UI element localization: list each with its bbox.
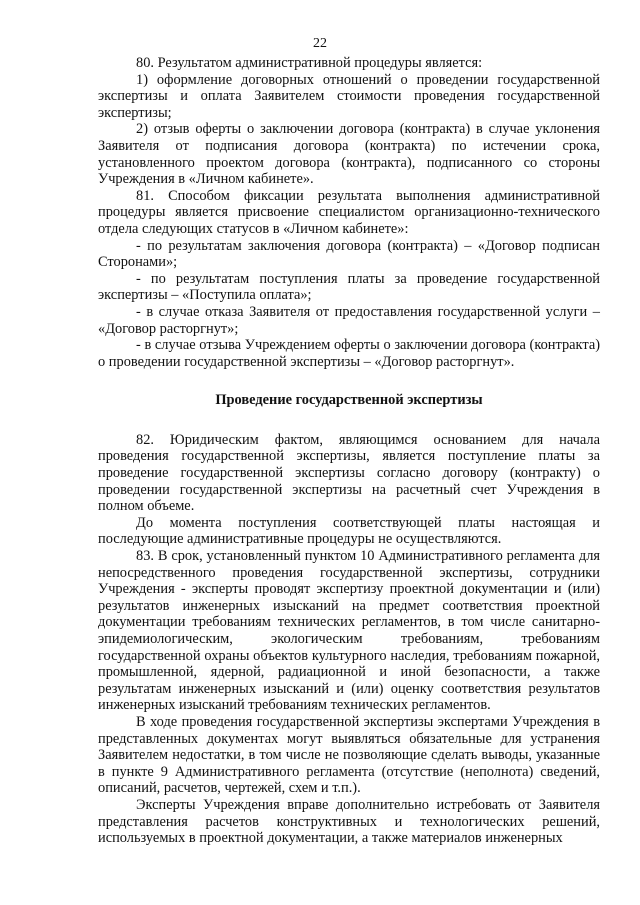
page-content — [98, 55, 600, 847]
paragraph-82-continued: До момента поступления соответствующей платы настоящая и последующие административные процедуры не осуществляются. — [98, 514, 600, 548]
paragraph-81-status-1: - по результатам заключения договора (контракта) – «Договор подписан Сторонами»; — [98, 237, 600, 271]
paragraph-81-status-4: - в случае отзыва Учреждением оферты о заключении договора (контракта) о проведении государственной экспертизы – «Договор расторгнут». — [98, 337, 600, 370]
section-heading: Проведение государственной экспертизы — [215, 392, 483, 409]
paragraph-81-status-3: - в случае отказа Заявителя от предоставления государственной услуги – «Договор расторгнут»; — [98, 303, 600, 337]
paragraph-81: 81. Способом фиксации результата выполнения административной процедуры является присвоение специалистом организационно-технического отдела следующих статусов в «Личном кабинете»: — [98, 187, 600, 237]
paragraph-82: 82. Юридическим фактом, являющимся основанием для начала проведения государственной экспертизы, является поступление платы за проведение государственной экспертизы согласно договору (контракту) о проведении государственной экспертизы на расчетный счет Учреждения в полном объеме. — [98, 431, 600, 515]
paragraph-83-defects: В ходе проведения государственной экспертизы экспертами Учреждения в представленных документах могут выявляться обязательные для устранения Заявителем недостатки, в том числе не позволяющие сделать выводы, указанные в пункте 9 Административного регламента (отсутствие (неполнота) сведений, описаний, расчетов, чертежей, схем и т.п.). — [98, 713, 600, 797]
paragraph-81-status-2: - по результатам поступления платы за проведение государственной экспертизы – «Поступила оплата»; — [98, 270, 600, 304]
page-number: 22 — [313, 36, 327, 51]
paragraph-80: 80. Результатом административной процедуры является: — [136, 55, 483, 71]
paragraph-80-item-2: 2) отзыв оферты о заключении договора (контракта) в случае уклонения Заявителя от подписания договора (контракта) по истечении срока, установленного проектом договора (контракта), подписанного со стороны Учреждения в «Личном кабинете». — [98, 121, 600, 188]
paragraph-80-item-1: 1) оформление договорных отношений о проведении государственной экспертизы и оплата Заявителем стоимости проведения государственной экспертизы; — [98, 71, 600, 121]
paragraph-83: 83. В срок, установленный пунктом 10 Административного регламента для непосредственного проведения государственной экспертизы, сотрудники Учреждения - эксперты проводят экспертизу проектной документации и (или) результатов инженерных изысканий на предмет соответствия проектной документации требованиям технических регламентов, в том числе санитарно-эпидемиологическим, экологическим требованиям, требованиям государственной охраны объектов культурного наследия, требованиям пожарной, промышленной, ядерной, радиационной и иной безопасности, а также результатам инженерных изысканий и (или) оценку соответствия результатов инженерных изысканий требованиям технических регламентов. — [98, 548, 600, 714]
paragraph-83-experts: Эксперты Учреждения вправе дополнительно истребовать от Заявителя представления расчетов конструктивных и технологических решений, используемых в проектной документации, а также материалов инженерных — [98, 796, 600, 847]
